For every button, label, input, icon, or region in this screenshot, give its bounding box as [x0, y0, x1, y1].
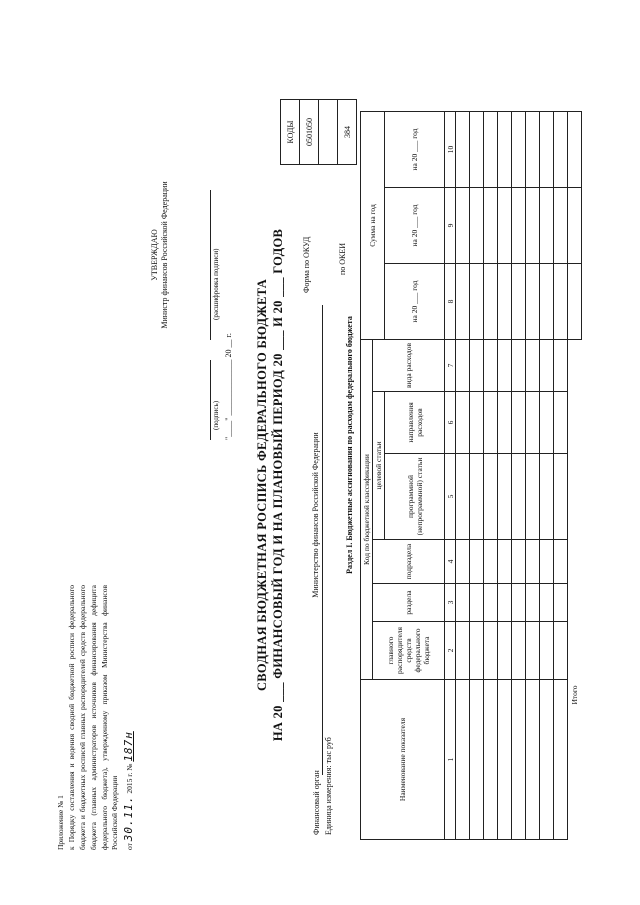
okei-label: по ОКЕИ — [338, 242, 347, 275]
approval-block — [150, 125, 171, 385]
appendix-header — [56, 585, 137, 850]
units-label: Единица измерения: тыс руб — [324, 737, 333, 835]
column-number: 2 — [445, 622, 456, 680]
codes-header: КОДЫ — [281, 100, 300, 165]
organ-underline — [322, 305, 323, 775]
okud-label: Форма по ОКУД — [302, 236, 311, 293]
total-label: Итого — [570, 685, 580, 705]
allocations-table — [360, 111, 582, 840]
table-row — [484, 112, 498, 840]
section-title: Раздел I. Бюджетные ассигнования по расходам федерального бюджета — [345, 316, 354, 574]
header-podrazdel: подраздела — [373, 540, 445, 584]
approval-position: Министр финансов Российской Федерации — [160, 181, 170, 329]
handwritten-number: 187н — [122, 731, 136, 762]
column-number: 9 — [445, 188, 456, 264]
approval-date-line: "____" ______________ 20 __ г. — [224, 333, 233, 440]
header-year2: на 20 ___ год — [385, 188, 445, 264]
column-numbers-row — [445, 112, 456, 840]
decoding-caption: (расшифровка подписи) — [212, 248, 220, 320]
appendix-text: к Порядку составления и ведения сводной бюджетной росписи федерального бюджета и бюджетных росписей главных распорядителей средств федерального бюджета (главных администраторов источников финансирования дефицита федерального бюджета), утвержденному приказом Министерства финансов Российской Федерации — [66, 585, 120, 850]
header-program: программной (непрограммной) статьи — [385, 454, 445, 540]
column-number: 4 — [445, 540, 456, 584]
table-row — [456, 112, 470, 840]
column-number: 8 — [445, 264, 456, 340]
header-target-group: целевой статьи — [373, 392, 385, 540]
signature-caption: (подпись) — [212, 400, 220, 430]
table-row — [540, 112, 554, 840]
signature-row — [198, 50, 238, 440]
table-row — [498, 112, 512, 840]
header-name: Наименование показателя — [361, 680, 445, 840]
column-number: 3 — [445, 584, 456, 622]
header-vid: вида расходов — [373, 340, 445, 392]
header-sum-group: Сумма на год — [361, 112, 385, 340]
document-title-line2: НА 20 ___ ФИНАНСОВЫЙ ГОД И НА ПЛАНОВЫЙ ПЕРИОД 20 ___ И 20 ___ ГОДОВ — [271, 228, 285, 742]
table-row — [526, 112, 540, 840]
column-number: 10 — [445, 112, 456, 188]
organ-value: Министерство финансов Российской Федерации — [311, 432, 320, 598]
okei-value: 384 — [338, 100, 357, 165]
column-number: 7 — [445, 340, 456, 392]
column-number: 5 — [445, 454, 456, 540]
codes-blank — [319, 100, 338, 165]
table-row — [554, 112, 568, 840]
document-title-line1: СВОДНАЯ БЮДЖЕТНАЯ РОСПИСЬ ФЕДЕРАЛЬНОГО БЮДЖЕТА — [255, 278, 269, 692]
table-row — [512, 112, 526, 840]
appendix-title: Приложение № 1 — [56, 795, 65, 850]
header-year3: на 20 ___ год — [385, 112, 445, 188]
total-row — [568, 112, 582, 840]
header-razdel: раздела — [373, 584, 445, 622]
codes-table — [280, 99, 357, 165]
okud-value: 0501050 — [300, 100, 319, 165]
header-grbs: главного распорядителя средств федерального бюджета — [373, 622, 445, 680]
organ-label: Финансовый орган — [312, 770, 321, 835]
appendix-date: от 30.11. 2015 г. № 187н — [122, 731, 136, 850]
header-direction: направления расходов — [385, 392, 445, 454]
handwritten-date: 30.11. — [122, 795, 136, 842]
table-row — [470, 112, 484, 840]
header-year1: на 20 ___ год — [385, 264, 445, 340]
approval-heading: УТВЕРЖДАЮ — [150, 229, 159, 281]
header-code-group: Код по бюджетной классификации — [361, 340, 373, 680]
column-number: 1 — [445, 680, 456, 840]
column-number: 6 — [445, 392, 456, 454]
